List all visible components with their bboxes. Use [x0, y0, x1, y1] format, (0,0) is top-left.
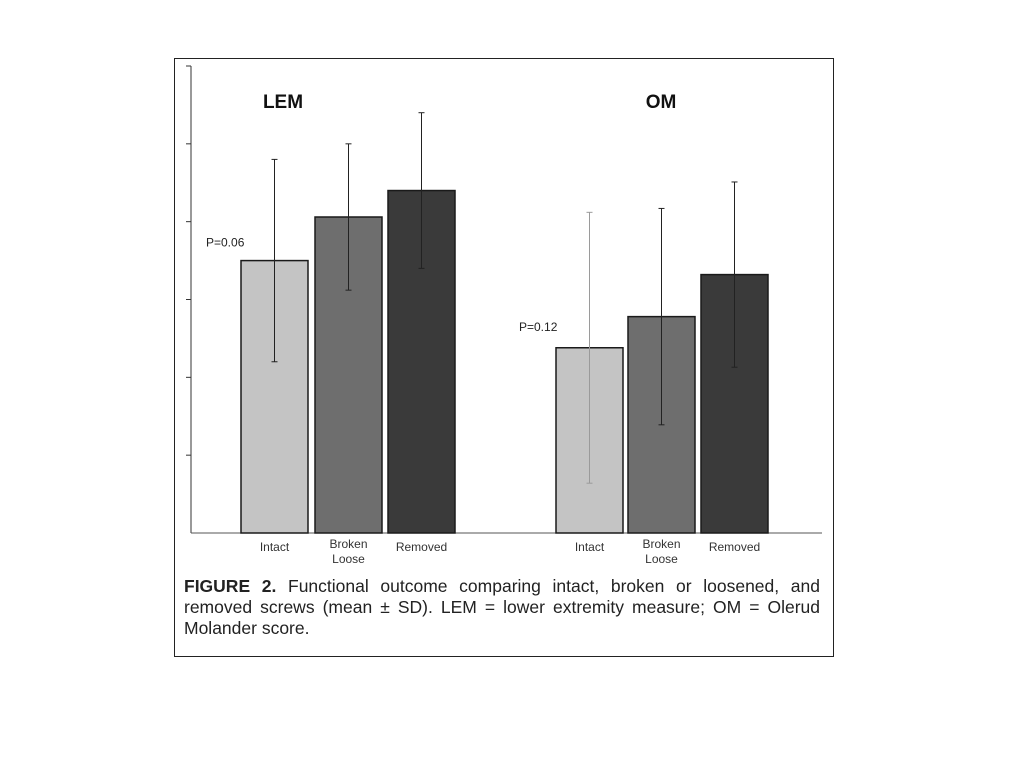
- panel-lem: [206, 92, 455, 566]
- category-label: Intact: [259, 540, 290, 554]
- p-value-annotation: P=0.12: [519, 319, 558, 334]
- p-value-annotation: P=0.06: [206, 235, 245, 250]
- y-axis-ticks: [186, 66, 191, 455]
- panel-title: OM: [645, 92, 677, 113]
- category-label: Removed: [395, 540, 448, 554]
- figure-caption-label: FIGURE 2.: [184, 576, 277, 596]
- category-label: Broken Loose: [642, 537, 681, 566]
- category-label: Broken Loose: [329, 537, 368, 566]
- y-axis: [186, 66, 191, 533]
- category-label: Removed: [708, 540, 761, 554]
- panel-title: LEM: [262, 92, 304, 113]
- category-label: Intact: [574, 540, 605, 554]
- figure-caption: [184, 576, 820, 639]
- figure-caption-text: Functional outcome comparing intact, broken or loosened, and removed screws (mean ± SD). LEM = lower extremity measure; OM = Olerud Molander score.: [184, 576, 820, 638]
- chart-marks: [206, 92, 768, 566]
- panel-om: [519, 92, 768, 566]
